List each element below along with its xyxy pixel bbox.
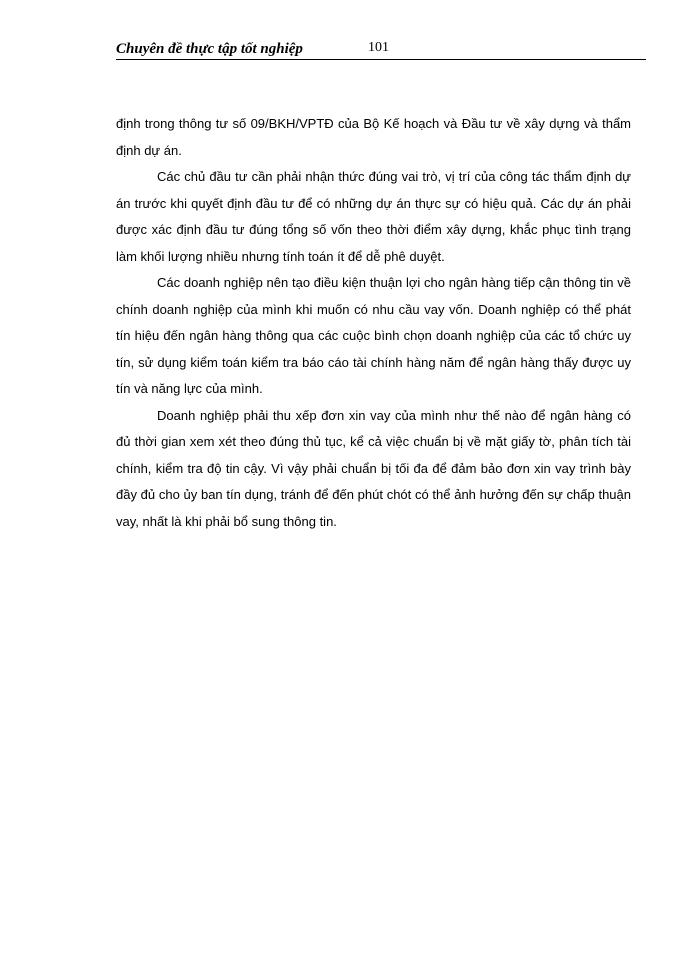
page-number: 101	[368, 40, 389, 55]
header-title: Chuyên đề thực tập tốt nghiệp	[116, 41, 303, 57]
page-header	[116, 40, 646, 60]
paragraph-enterprises-info: Các doanh nghiệp nên tạo điều kiện thuận lợi cho ngân hàng tiếp cận thông tin về chính doanh nghiệp của mình khi muốn có nhu cầu vay vốn. Doanh nghiệp có thể phát tín hiệu đến ngân hàng thông qua các cuộc bình chọn doanh nghiệp của các tổ chức uy tín, sử dụng kiểm toán kiểm tra báo cáo tài chính hàng năm để ngân hàng thấy được uy tín và năng lực của mình.	[116, 275, 631, 396]
paragraph-investors: Các chủ đầu tư cần phải nhận thức đúng vai trò, vị trí của công tác thẩm định dự án trước khi quyết định đầu tư để có những dự án thực sự có hiệu quả. Các dự án phải được xác định đầu tư đúng tổng số vốn theo thời điểm xây dựng, khắc phục tình trạng làm khối lượng nhiều nhưng tính toán ít để dễ phê duyệt.	[116, 169, 631, 264]
paragraph-continuation: định trong thông tư số 09/BKH/VPTĐ của Bộ Kế hoạch và Đầu tư về xây dựng và thẩm định dự án.	[116, 116, 631, 158]
document-body	[116, 111, 631, 535]
paragraph-loan-application: Doanh nghiệp phải thu xếp đơn xin vay của mình như thế nào để ngân hàng có đủ thời gian xem xét theo đúng thủ tục, kể cả việc chuẩn bị về mặt giấy tờ, phân tích tài chính, kiểm tra độ tin cậy. Vì vậy phải chuẩn bị tối đa để đảm bảo đơn xin vay trình bày đầy đủ cho ủy ban tín dụng, tránh để đến phút chót có thể ảnh hưởng đến sự chấp thuận vay, nhất là khi phải bổ sung thông tin.	[116, 407, 631, 529]
header-divider	[116, 59, 646, 60]
